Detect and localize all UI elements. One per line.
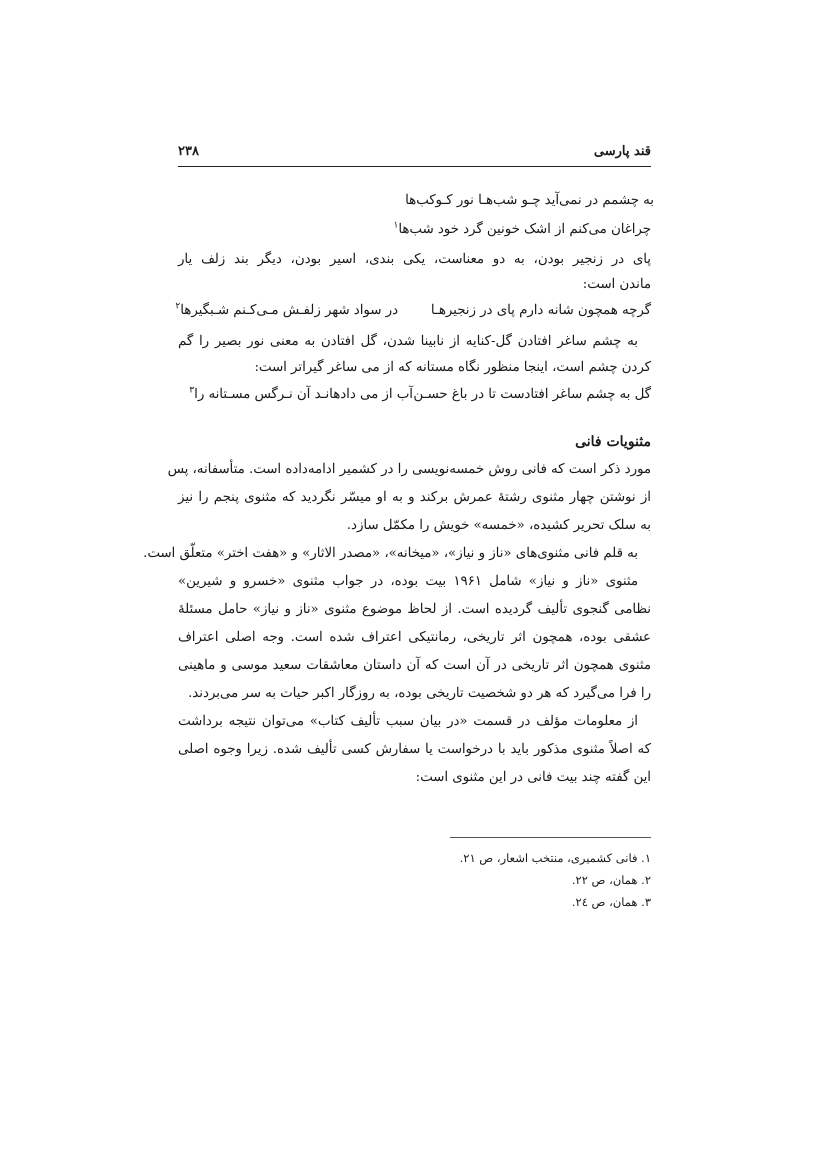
- verse-hemistich: گل به چشم ساغر افتادست تا در باغ حسـن: [413, 387, 651, 402]
- verse-hemistich: گرچه همچون شانه دارم پای در زنجیرهـا: [430, 303, 651, 318]
- body-line: ماندن است:: [582, 277, 651, 292]
- body-line: این گفته چند بیت فانی در این مثنوی است:: [415, 770, 651, 785]
- body-line: به سلک تحریر کشیده، «خمسه» خویش را مکمّل سازد.: [346, 518, 651, 533]
- body-line: عشقی بوده، همچون اثر تاریخی، رمانتیکی اعتراف شده است. وجه اصلی اعتراف: [178, 630, 651, 645]
- body-line: به چشم ساغر افتادن گل-کنایه از نابینا شدن، گل افتادن به معنی نور بصیر را گم: [178, 334, 638, 349]
- verse-line: [191, 221, 651, 239]
- body-line: پای در زنجیر بودن، به دو معناست، یکی بندی، اسیر بودن، دیگر بند زلف یار: [178, 252, 651, 267]
- verse-hemistich: [175, 301, 398, 320]
- footnote-rule: [450, 837, 651, 838]
- page-number: ۲۳۸: [178, 144, 199, 159]
- verse-text: در سواد شهر زلفـش مـی‌کـنم شـبگیرها: [180, 303, 398, 318]
- body-line: مثنوی همچون اثر تاریخی در آن است که آن داستان معاشقات سعید موسی و ماهینی: [178, 658, 651, 673]
- running-header: [178, 144, 651, 164]
- running-title: قند پارسی: [593, 144, 651, 159]
- verse-hemistich: [189, 385, 413, 404]
- section-heading: مثنویات فانی: [575, 434, 651, 450]
- body-line: از معلومات مؤلف در قسمت «در بیان سبب تألیف کتاب» می‌توان نتیجه برداشت: [178, 714, 638, 729]
- body-line: نظامی گنجوی تألیف گردیده است. از لحاظ موضوع مثنوی «ناز و نیاز» حامل مسئلهٔ: [178, 602, 651, 617]
- footnote: ۳. همان، ص ۲٤.: [571, 895, 651, 909]
- verse-text: آب از می دادهانـد آن نـرگس مسـتانه را: [194, 387, 413, 402]
- body-line: مثنوی «ناز و نیاز» شامل ۱۹۶۱ بیت بوده، در جواب مثنوی «خسرو و شیرین»: [178, 574, 638, 589]
- verse-line: به چشمم در نمی‌آید چـو شب‌هـا نور کـوکب‌ها: [405, 193, 654, 208]
- header-rule: [178, 166, 651, 167]
- body-line: را فرا می‌گیرد که هر دو شخصیت تاریخی بوده، به روزگار اکبر حیات به سر می‌بردند.: [188, 686, 651, 701]
- footnote: ۲. همان، ص ۲۲.: [571, 873, 651, 887]
- body-line: به قلم فانی مثنوی‌های «ناز و نیاز»، «میخانه»، «مصدر الاثار» و «هفت اختر» متعلّق است.: [143, 546, 638, 561]
- footnote: ۱. فانی کشمیری، منتخب اشعار، ص ۲۱.: [459, 851, 651, 865]
- verse-text: چراغان می‌کنم از اشک خونین گرد خود شب‌ها: [398, 222, 651, 237]
- body-line: از نوشتن چهار مثنوی رشتهٔ عمرش برکند و به او میسّر نگردید که مثنوی پنجم را نیز: [178, 490, 651, 505]
- footnote-marker: ۲: [175, 301, 181, 312]
- footnote-marker: ۳: [189, 385, 195, 396]
- body-line: مورد ذکر است که فانی روش خمسه‌نویسی را در کشمیر ادامه‌داده است. متأسفانه، پس: [167, 462, 651, 477]
- body-line: کردن چشم است، اینجا منظور نگاه مستانه که از می ساغر گیراتر است:: [254, 360, 651, 375]
- footnote-marker: ۱: [393, 220, 399, 231]
- body-line: که اصلاً مثنوی مذکور باید با درخواست یا سفارش کسی تألیف شده. زیرا وجوه اصلی: [178, 742, 651, 757]
